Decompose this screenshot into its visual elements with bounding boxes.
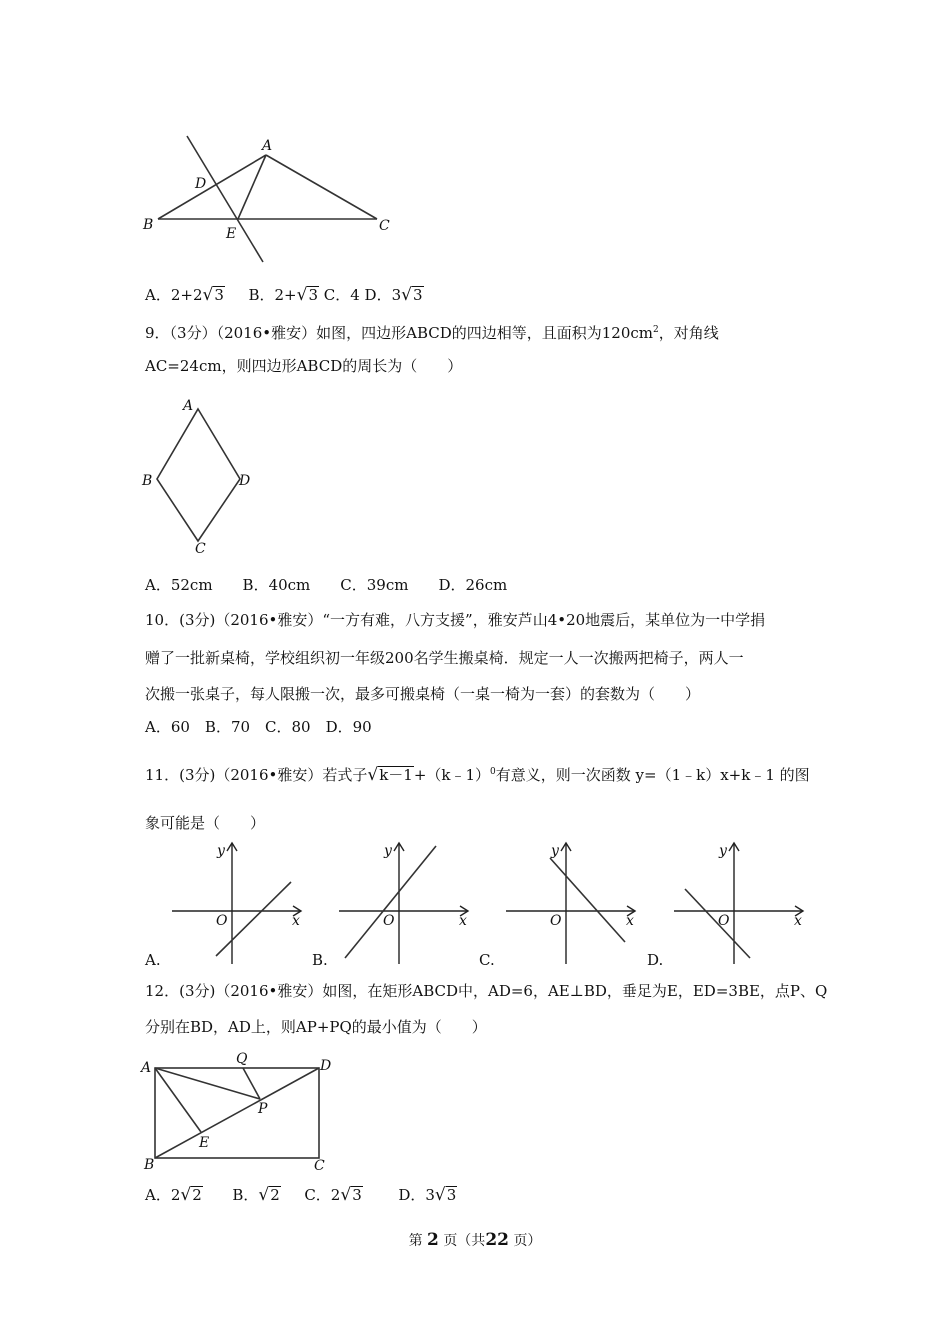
sqrt-sign: √ <box>296 285 308 305</box>
total-pages: 22 <box>485 1230 509 1250</box>
q11-text-a: 11．(3分)（2016•雅安）若式子 <box>145 766 368 784</box>
q11-graph-d <box>670 838 810 966</box>
q11-graph-c <box>502 838 642 966</box>
q12-label-d: D <box>320 1058 332 1074</box>
q8-label-a: A <box>262 138 273 154</box>
origin-label: O <box>550 913 562 929</box>
q12-rectangle-figure <box>135 1045 345 1175</box>
q9-label-a: A <box>183 398 194 414</box>
q12-options <box>145 1185 457 1205</box>
q8-label-e: E <box>226 226 237 242</box>
q10-question-line2: 赠了一批新桌椅，学校组织初一年级200名学生搬桌椅．规定一人一次搬两把椅子，两人一 <box>145 649 744 667</box>
q8-option-a: A．2+2 <box>145 286 203 304</box>
q8-option-cd: C．4 D．3 <box>323 286 402 304</box>
q11-option-b: B. <box>312 951 328 969</box>
q12-option-d: D．3 <box>398 1186 435 1204</box>
q9-superscript: 2 <box>653 325 659 335</box>
y-label: y <box>719 843 727 859</box>
q12-label-p: P <box>258 1101 268 1117</box>
q12-label-a: A <box>141 1060 152 1076</box>
q11-option-d: D. <box>647 951 664 969</box>
q11-question-line1 <box>145 762 810 785</box>
q12-diagonal-bd <box>155 1068 319 1158</box>
q9-question-line2: AC=24cm，则四边形ABCD的周长为（ ） <box>145 357 463 375</box>
q8-option-a-radicand: 3 <box>214 286 224 304</box>
q10-options: A．60 B．70 C．80 D．90 <box>145 718 372 736</box>
footer-mid: 页（共 <box>443 1233 486 1249</box>
q9-rhombus <box>157 409 240 541</box>
q12-option-a-radicand: 2 <box>192 1186 202 1204</box>
q9-label-d: D <box>239 473 251 489</box>
q9-label-b: B <box>142 473 153 489</box>
q11-text-b: +（k﹣1） <box>413 766 491 784</box>
q8-triangle-figure <box>135 130 405 270</box>
q8-options <box>145 285 424 305</box>
q12-label-c: C <box>314 1158 325 1174</box>
q9-text-1-end: ，对角线 <box>658 324 719 342</box>
q11-radicand: k－1 <box>379 766 413 784</box>
sqrt-sign: √ <box>202 285 214 305</box>
q8-option-b-radicand: 3 <box>308 286 318 304</box>
q9-rhombus-figure <box>135 395 265 560</box>
q11-graph-a <box>168 838 308 966</box>
x-label: x <box>794 913 802 929</box>
y-label: y <box>384 843 392 859</box>
y-label: y <box>551 843 559 859</box>
q8-segment-ae <box>238 155 266 219</box>
q11-superscript: 0 <box>490 767 496 777</box>
q12-label-e: E <box>199 1135 210 1151</box>
x-label: x <box>292 913 300 929</box>
q12-option-a: A．2 <box>145 1186 181 1204</box>
graph-b-line <box>345 846 436 958</box>
q12-question-line2: 分别在BD，AD上，则AP+PQ的最小值为（ ） <box>145 1018 487 1036</box>
q8-label-d: D <box>195 176 207 192</box>
q11-option-a: A. <box>145 951 161 969</box>
q9-label-c: C <box>195 541 206 557</box>
origin-label: O <box>216 913 228 929</box>
sqrt-sign: √ <box>340 1185 352 1205</box>
sqrt-sign: √ <box>258 1185 270 1205</box>
q10-question-line3: 次搬一张桌子，每人限搬一次，最多可搬桌椅（一桌一椅为一套）的套数为（ ） <box>145 685 701 703</box>
q12-option-b-radicand: 2 <box>270 1186 280 1204</box>
q8-perpendicular-bisector <box>187 136 263 262</box>
q11-option-c: C. <box>479 951 495 969</box>
q11-graph-b <box>335 838 475 966</box>
sqrt-sign: √ <box>401 285 412 305</box>
q9-question-line1 <box>145 320 719 343</box>
footer-post: 页） <box>513 1233 542 1249</box>
q12-label-q: Q <box>236 1051 248 1067</box>
sqrt-sign: √ <box>180 1185 192 1205</box>
q9-options: A．52cm B．40cm C．39cm D．26cm <box>145 576 508 594</box>
sqrt-sign: √ <box>367 765 379 785</box>
page-footer <box>0 1230 950 1250</box>
q12-label-b: B <box>144 1157 155 1173</box>
page-number: 2 <box>427 1230 439 1250</box>
q11-text-c: 有意义，则一次函数 y=（1﹣k）x+k﹣1 的图 <box>495 766 810 784</box>
q12-option-d-radicand: 3 <box>446 1186 457 1204</box>
x-label: x <box>459 913 467 929</box>
graph-c-line <box>550 858 625 942</box>
footer-pre: 第 <box>408 1233 423 1249</box>
origin-label: O <box>718 913 730 929</box>
q9-text-1: 9．（3分）（2016•雅安）如图，四边形ABCD的四边相等，且面积为120cm <box>145 324 654 342</box>
q12-question-line1: 12．(3分)（2016•雅安）如图，在矩形ABCD中，AD=6，AE⊥BD，垂足为E，ED=3BE，点P、Q <box>145 982 828 1000</box>
q12-option-c: C．2 <box>304 1186 341 1204</box>
q8-segment-ac <box>266 155 377 219</box>
q8-option-b: B．2+ <box>248 286 297 304</box>
q12-segment-ae <box>155 1068 201 1132</box>
q8-label-b: B <box>143 217 154 233</box>
y-label: y <box>217 843 225 859</box>
q11-question-line2: 象可能是（ ） <box>145 814 266 832</box>
origin-label: O <box>383 913 395 929</box>
x-label: x <box>626 913 634 929</box>
q12-segment-ap <box>155 1068 260 1099</box>
q10-question-line1: 10．(3分)（2016•雅安）“一方有难，八方支援”，雅安芦山4•20地震后，某单位为一中学捐 <box>145 611 766 629</box>
sqrt-sign: √ <box>434 1185 446 1205</box>
q8-label-c: C <box>379 218 390 234</box>
q8-option-d-radicand: 3 <box>412 286 423 304</box>
q12-option-b: B． <box>232 1186 259 1204</box>
q8-segment-ab <box>158 155 266 219</box>
q12-option-c-radicand: 3 <box>352 1186 362 1204</box>
